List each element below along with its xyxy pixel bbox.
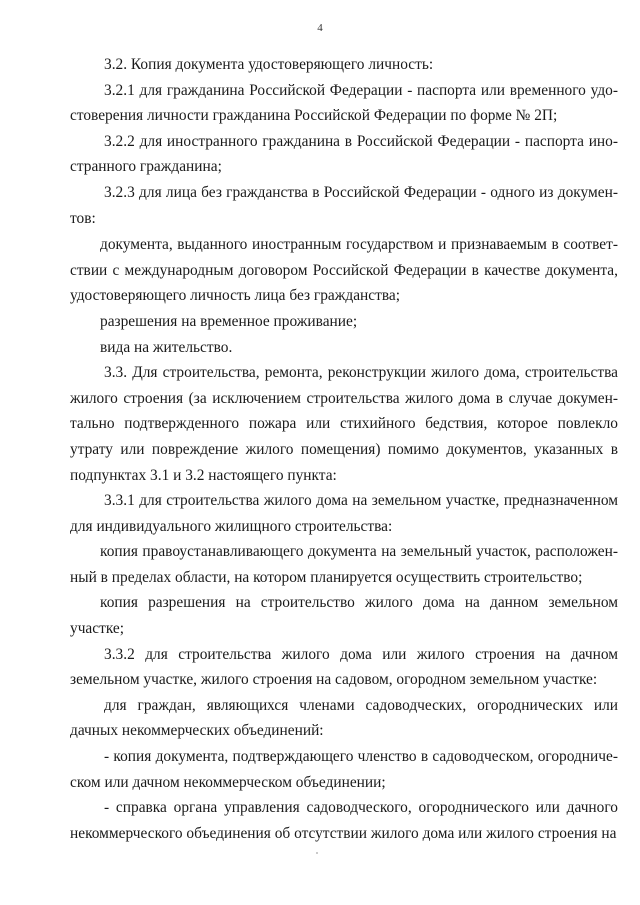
- paragraph-land-title-copy: копия правоустанавливающего документа на земельный участок, расположенный в пределах области, на котором планируется осуществить строительство;: [70, 543, 618, 586]
- scan-speck: [316, 852, 318, 854]
- paragraph-3-3: 3.3. Для строительства, ремонта, реконструкции жилого дома, строительства жилого строения (за исключением строительства жилого дома в случае документально подтвержденного пожара или стихийного бедствия, которое повлекло утрату или повреждение жилого помещения) помимо документов, указанных в подпунктах 3.1 и 3.2 настоящего пункта:: [70, 364, 618, 484]
- paragraph-building-permit-copy: копия разрешения на строительство жилого дома на данном земельном участке;: [70, 594, 618, 638]
- page-number: 4: [317, 22, 323, 34]
- paragraph-3-2-3: 3.2.3 для лица без гражданства в Российской Федерации - одного из документов:: [70, 183, 618, 227]
- paragraph-3-2-2: 3.2.2 для иностранного гражданина в Российской Федерации - паспорта иностранного гражданина;: [70, 132, 618, 176]
- paragraph-residence-permit: вида на жительство.: [100, 338, 233, 356]
- paragraph-membership-copy: - копия документа, подтверждающего членство в садоводческом, огородническом или дачном некоммерческом объединении;: [70, 748, 618, 791]
- paragraph-stateless-document: документа, выданного иностранным государством и признаваемым в соответствии с международным договором Российской Федерации в качестве документа, удостоверяющего личность лица без гражданства;: [70, 236, 618, 305]
- paragraph-association-certificate: - справка органа управления садоводческого, огороднического или дачного некоммерческого объединения об отсутствии жилого дома или жилого строения на: [70, 799, 618, 842]
- paragraph-3-3-2: 3.3.2 для строительства жилого дома или жилого строения на дачном земельном участке, жилого строения на садовом, огородном земельном участке:: [70, 645, 618, 689]
- paragraph-3-3-1: 3.3.1 для строительства жилого дома на земельном участке, предназначенном для индивидуального жилищного строительства:: [70, 492, 618, 535]
- document-body: [70, 52, 618, 846]
- paragraph-3-2: 3.2. Копия документа удостоверяющего личность:: [104, 56, 434, 73]
- paragraph-temporary-residence: разрешения на временное проживание;: [100, 312, 358, 330]
- paragraph-3-2-1: 3.2.1 для гражданина Российской Федерации - паспорта или временного удостоверения личности гражданина Российской Федерации по форме № 2П;: [70, 81, 618, 125]
- paragraph-association-members: для граждан, являющихся членами садоводческих, огороднических или дачных некоммерческих объединений:: [70, 696, 618, 740]
